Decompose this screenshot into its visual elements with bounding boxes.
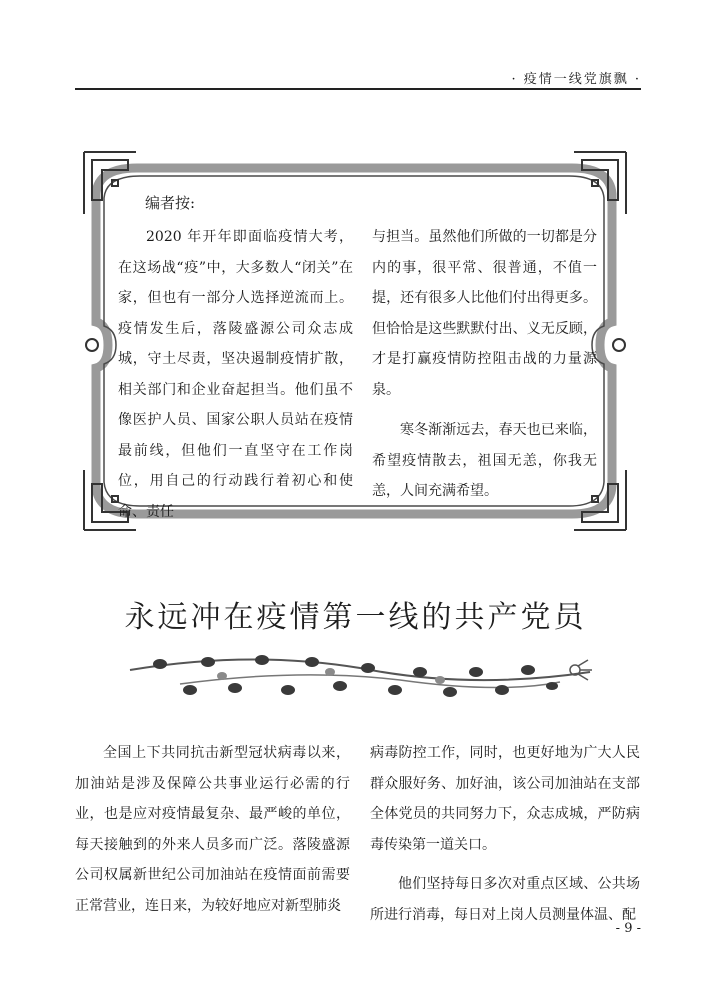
section-header: · 疫情一线党旗飘 · (511, 72, 641, 87)
article-paragraph: 全国上下共同抗击新型冠状病毒以来，加油站是涉及保障公共事业运行必需的行业，也是应对疫情最复杂、最严峻的单位，每天接触到的外来人员多而广泛。落陵盛源公司权属新世纪公司加油站在疫情面前需要正常营业，连日来，为较好地应对新型肺炎 (75, 745, 350, 914)
editor-note-label: 编者按: (145, 194, 196, 212)
article-left-column (75, 738, 350, 921)
article-right-column (370, 738, 640, 930)
editor-note-paragraph: 寒冬渐渐远去，春天也已来临，希望疫情散去，祖国无恙，你我无恙，人间充满希望。 (372, 422, 597, 499)
article-title: 永远冲在疫情第一线的共产党员 (124, 600, 587, 635)
side-knob-right (613, 339, 625, 351)
side-knob-left (86, 339, 98, 351)
editor-note-left-column (118, 222, 353, 527)
article-paragraph: 病毒防控工作，同时，也更好地为广大人民群众服好务、加好油，该公司加油站在支部全体党员的共同努力下，众志成城，严防病毒传染第一道关口。 (370, 745, 640, 853)
page-number: - 9 - (615, 921, 641, 936)
vine-ornament (130, 655, 592, 697)
article-paragraph: 他们坚持每日多次对重点区域、公共场所进行消毒，每日对上岗人员测量体温、配 (370, 876, 640, 923)
editor-note-right-column (372, 222, 597, 507)
editor-note-paragraph: 与担当。虽然他们所做的一切都是分内的事，很平常、很普通，不值一提，还有很多人比他们付出得更多。但恰恰是这些默默付出、义无反顾，才是打赢疫情防控阻击战的力量源泉。 (372, 229, 597, 398)
editor-note-paragraph: 2020 年开年即面临疫情大考，在这场战“疫”中，大多数人“闭关”在家，但也有一部分人选择逆流而上。疫情发生后，落陵盛源公司众志成城，守土尽责，坚决遏制疫情扩散，相关部门和企业奋起担当。他们虽不像医护人员、国家公职人员站在疫情最前线，但他们一直坚守在工作岗位，用自己的行动践行着初心和使命、责任 (118, 229, 353, 520)
corner-ornament-top-right (574, 152, 626, 214)
